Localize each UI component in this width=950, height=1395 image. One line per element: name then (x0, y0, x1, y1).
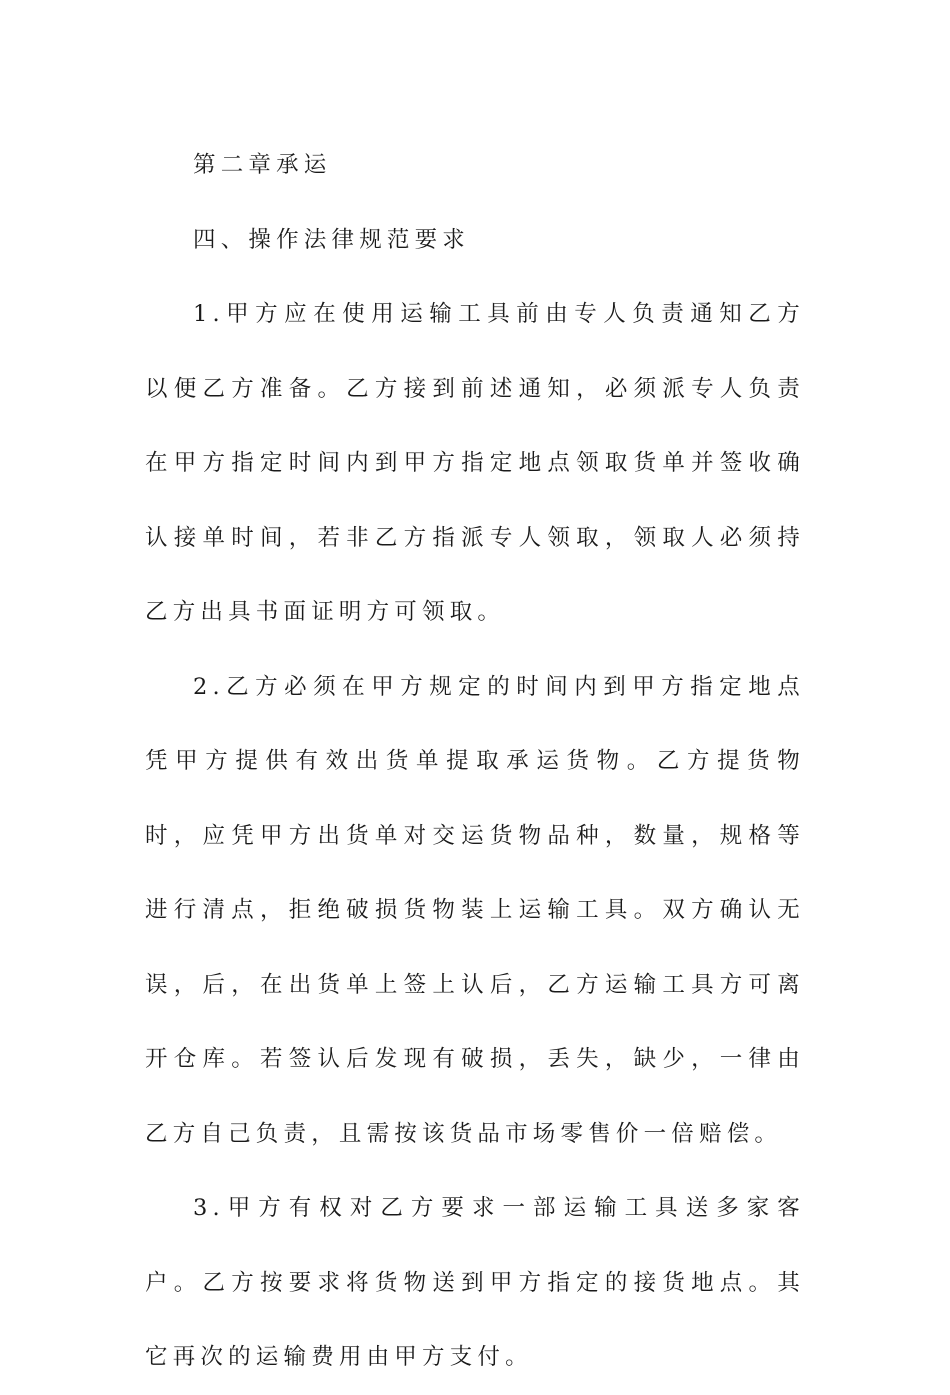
paragraph-3: 3.甲方有权对乙方要求一部运输工具送多家客户。乙方按要求将货物送到甲方指定的接货地点。其它再次的运输费用由甲方支付。 (145, 1195, 805, 1370)
paragraph-2: 2.乙方必须在甲方规定的时间内到甲方指定地点凭甲方提供有效出货单提取承运货物。乙方提货物时，应凭甲方出货单对交运货物品种，数量，规格等进行清点，拒绝破损货物装上运输工具。双方确认无误，后，在出货单上签上认后，乙方运输工具方可离开仓库。若签认后发现有破损，丢失，缺少，一律由乙方自己负责，且需按该货品市场零售价一倍赔偿。 (145, 673, 805, 1147)
chapter-heading: 第二章承运 (193, 152, 332, 178)
section-heading: 四、操作法律规范要求 (193, 226, 471, 253)
document-body (145, 128, 805, 1395)
paragraph-1: 1.甲方应在使用运输工具前由专人负责通知乙方以便乙方准备。乙方接到前述通知，必须派专人负责在甲方指定时间内到甲方指定地点领取货单并签收确认接单时间，若非乙方指派专人领取，领取人必须持乙方出具书面证明方可领取。 (145, 301, 805, 625)
